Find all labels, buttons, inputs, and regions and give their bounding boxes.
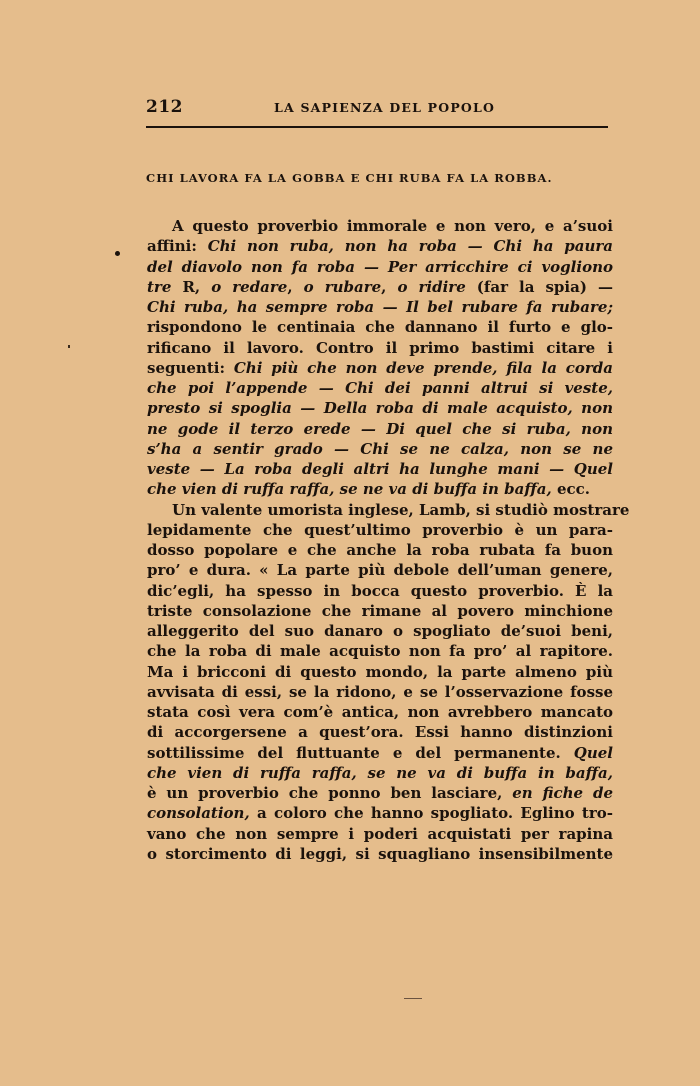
text-line: è un proverbio che ponno ben lasciare, en fiche de bbox=[147, 784, 613, 802]
text-line: affini: Chi non ruba, non ha roba — Chi ha paura bbox=[147, 237, 614, 256]
text-line: stata così vera com’è antica, non avrebbero mancato bbox=[147, 703, 613, 721]
text-line: dic’egli, ha spesso in bocca questo proverbio. È la bbox=[147, 581, 613, 600]
text-line: pro’ e dura. « La parte più debole dell’uman genere, bbox=[147, 561, 613, 580]
text-line: sottilissime del fluttuante e del permanente. Quel bbox=[147, 743, 613, 762]
text-line: del diavolo non fa roba — Per arricchire ci vogliono bbox=[147, 257, 613, 276]
page-number: 212 bbox=[146, 97, 183, 117]
text-line: veste — La roba degli altri ha lunghe mani — Quel bbox=[147, 460, 613, 478]
text-line: rificano il lavoro. Contro il primo bastimi citare i bbox=[147, 338, 613, 357]
text-line: vano che non sempre i poderi acquistati per rapina bbox=[147, 824, 613, 843]
bottom-mark bbox=[404, 998, 422, 999]
text-line: o storcimento di leggi, si squagliano insensibilmente bbox=[147, 844, 613, 863]
text-line: s’ha a sentir grado — Chi se ne calza, non se ne bbox=[147, 439, 613, 458]
text-line: lepidamente che quest’ultimo proverbio è un para- bbox=[147, 520, 613, 539]
text-line: seguenti: Chi più che non deve prende, fila la corda bbox=[147, 358, 614, 377]
body-text bbox=[147, 216, 630, 864]
text-line: Un valente umorista inglese, Lamb, si studiò mostrare bbox=[172, 500, 630, 519]
text-line: che vien di ruffa raffa, se ne va di buffa in baffa, bbox=[147, 763, 613, 782]
header-rule bbox=[146, 126, 608, 128]
text-line: che poi l’appende — Chi dei panni altrui si veste, bbox=[147, 379, 613, 397]
text-line: rispondono le centinaia che dannano il furto e glo- bbox=[147, 318, 613, 337]
text-line: Ma i bricconi di questo mondo, la parte almeno più bbox=[147, 662, 613, 681]
section-title: CHI LAVORA FA LA GOBBA E CHI RUBA FA LA ROBBA. bbox=[146, 171, 553, 185]
margin-dot bbox=[115, 251, 120, 256]
text-line: Chi ruba, ha sempre roba — Il bel rubare fa rubare; bbox=[147, 298, 613, 316]
text-line: ne gode il terzo erede — Di quel che si ruba, non bbox=[147, 419, 613, 438]
margin-tick bbox=[68, 345, 70, 348]
text-line: tre R, o redare, o rubare, o ridire (far la spia) — bbox=[147, 277, 613, 296]
text-line: che la roba di male acquisto non fa pro’ al rapitore. bbox=[147, 642, 613, 661]
running-title: LA SAPIENZA DEL POPOLO bbox=[274, 100, 496, 115]
text-line: A questo proverbio immorale e non vero, e a’suoi bbox=[172, 217, 613, 235]
text-line: consolation, a coloro che hanno spogliato. Eglino tro- bbox=[147, 804, 613, 823]
text-line: dosso popolare e che anche la roba rubata fa buon bbox=[147, 541, 613, 559]
text-line: avvisata di essi, se la ridono, e se l’osservazione fosse bbox=[147, 682, 613, 701]
text-line: di accorgersene a quest’ora. Essi hanno distinzioni bbox=[147, 723, 613, 742]
text-line: alleggerito del suo danaro o spogliato de’suoi beni, bbox=[147, 622, 613, 640]
text-line: triste consolazione che rimane al povero minchione bbox=[147, 601, 613, 620]
text-line: presto si spoglia — Della roba di male acquisto, non bbox=[147, 399, 613, 418]
text-line: che vien di ruffa raffa, se ne va di buffa in baffa, ecc. bbox=[147, 480, 590, 499]
page-header bbox=[146, 97, 608, 121]
